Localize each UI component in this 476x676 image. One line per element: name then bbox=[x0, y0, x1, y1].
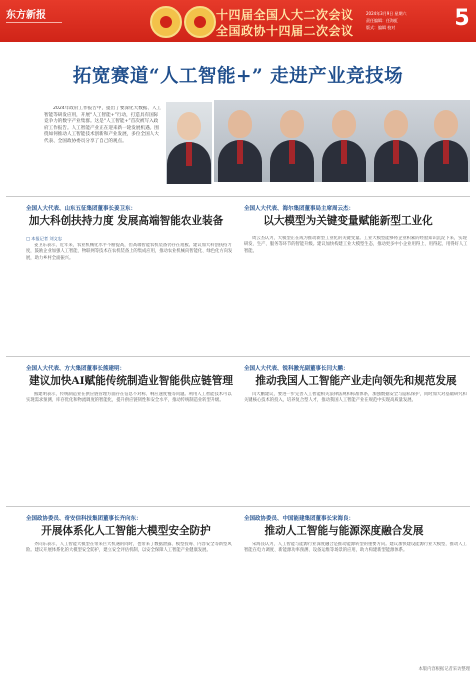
page-number: 5 bbox=[454, 6, 470, 31]
article-text: 齐向东表示，人工智能大模型在带来巨大机遇的同时，也带来了数据泄露、模型投毒、内容安全等新型风险。建议开展体系化的大模型安全防护，建立安全评估机制，以安全保障人工智能产业健康发展。 bbox=[26, 542, 232, 554]
cppcc-emblem-icon bbox=[184, 6, 216, 38]
article-title: 开展体系化人工智能大模型安全防护 bbox=[41, 525, 211, 537]
article-kicker: 全国人大代表、锐科激光副董事长闫大鹏： bbox=[244, 366, 349, 372]
intro-paragraph bbox=[44, 106, 162, 186]
npc-emblem-icon bbox=[150, 6, 182, 38]
article-body bbox=[244, 392, 468, 502]
article-kicker: 全国人大代表、海尔集团董事局主席周云杰： bbox=[244, 206, 355, 212]
portrait-photo bbox=[370, 100, 422, 182]
article-title: 推动人工智能与能源深度融合发展 bbox=[264, 525, 424, 537]
article-title: 以大模型为关键变量赋能新型工业化 bbox=[263, 215, 433, 227]
intro-text: 2024年政府工作报告中，提出了要深化大数据、人工智能等研发应用，开展“人工智能+”行动，打造具有国际竞争力的数字产业集群。这是“人工智能+”首次被写入政府工作报告。人工智能产业正在迎来新一轮发展机遇。围绕如何推动人工智能技术创新和产业发展，多位全国人大代表、全国政协委员分享了自己的观点。 bbox=[44, 106, 162, 144]
article-body bbox=[26, 243, 234, 351]
masthead-title-cppcc: 全国政协十四届二次会议 bbox=[216, 24, 354, 38]
section-divider bbox=[6, 356, 470, 357]
masthead-title-npc: 十四届全国人大二次会议 bbox=[216, 8, 354, 22]
article-text: 姜卫东表示，近年来，农业机械化水平不断提高，但高端智能农机装备仍存在短板。建议加大科创扶持力度，鼓励企业加强人工智能、物联网等技术在农机装备上的集成应用，推动农业机械向智能化、绿色化方向发展，助力乡村全面振兴。 bbox=[26, 243, 233, 261]
article-text: 周云杰认为，大模型正在成为推动新型工业化的关键变量。工业大模型能够将企业积累的经验知识沉淀下来，实现研发、生产、服务等环节的智能升级。建议加快构建工业大模型生态，推动更多中小企业用得上、用得起、用得好人工智能。 bbox=[244, 236, 468, 254]
masthead-meta bbox=[366, 10, 452, 31]
article-kicker: 全国政协委员、奇安信科技集团董事长齐向东： bbox=[26, 516, 142, 522]
masthead-date: 2024年3月9日 星期六 bbox=[366, 11, 407, 16]
masthead-layout: 版式：编辑 校对 bbox=[366, 25, 396, 30]
masthead-logo-rule bbox=[6, 22, 62, 29]
article-body bbox=[244, 542, 468, 660]
page-footer bbox=[0, 666, 476, 676]
portrait-photo bbox=[266, 100, 318, 182]
article-byline: □ 本报记者 刘文忠 bbox=[26, 236, 62, 241]
article-title: 推动我国人工智能产业走向领先和规范发展 bbox=[255, 375, 457, 387]
article-text: 宋海良认为，人工智能与能源行业深度融合是推动能源转型的重要方向。建议加快建设能源行业大模型，推动人工智能在电力调度、新能源功率预测、设备运维等场景的应用，助力构建新型能源体系。 bbox=[244, 542, 467, 554]
section-divider bbox=[6, 506, 470, 507]
footer-note: 本版内容根据记者采访整理 bbox=[418, 667, 470, 672]
article-title: 加大科创扶持力度 发展高端智能农业装备 bbox=[28, 215, 224, 227]
article-kicker: 全国人大代表、山东五征集团董事长姜卫东： bbox=[26, 206, 137, 212]
portrait-photo bbox=[422, 100, 470, 182]
portrait-photo bbox=[214, 100, 266, 182]
article-kicker: 全国人大代表、方大集团董事长熊建明： bbox=[26, 366, 126, 372]
masthead-logo: 东方新报 bbox=[6, 10, 46, 21]
masthead-editor: 责任编辑：任海虹 bbox=[366, 18, 398, 23]
section-divider bbox=[6, 196, 470, 197]
masthead bbox=[0, 0, 476, 42]
article-body bbox=[26, 392, 234, 502]
article-text: 熊建明表示，传统制造业在供应链管理方面存在信息不对称、响应速度慢等问题。利用人工智能技术可以实现需求预测、库存优化和物流调度的智能化，提升供应链韧性和安全水平，推动传统制造业转型升级。 bbox=[26, 392, 232, 404]
article-body bbox=[26, 542, 234, 660]
article-title: 建议加快AI赋能传统制造业智能供应链管理 bbox=[29, 375, 233, 387]
page-headline: 拓宽赛道“人工智能+” 走进产业竞技场 bbox=[72, 66, 404, 87]
article-text: 闫大鹏建议，要进一步完善人工智能相关法律法规和标准体系，加强数据安全与隐私保护，同时加大对基础研究和关键核心技术的投入，培养复合型人才，推动我国人工智能产业在规范中实现高质量发展。 bbox=[244, 392, 467, 404]
article-body bbox=[244, 236, 468, 351]
portrait-photo bbox=[318, 100, 370, 182]
portrait-photo bbox=[166, 102, 212, 184]
article-kicker: 全国政协委员、中国能建集团董事长宋海良： bbox=[244, 516, 355, 522]
